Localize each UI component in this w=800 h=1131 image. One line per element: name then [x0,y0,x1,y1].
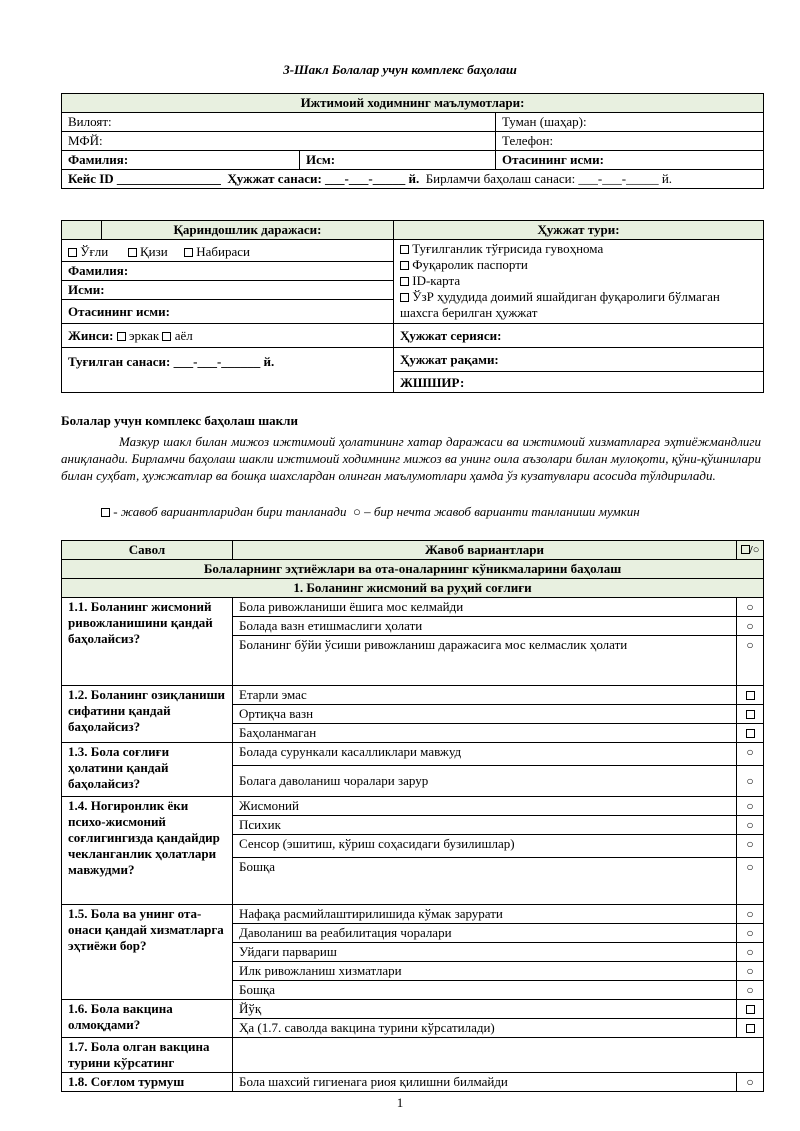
relative-table [61,220,764,393]
answer-option: Баҳоланмаган [233,724,737,743]
checkbox-icon[interactable] [737,686,764,705]
checkbox-icon[interactable] [737,1019,764,1038]
radio-circle-icon[interactable]: ○ [737,962,764,981]
checkbox-icon [101,508,110,517]
answer-option: Болада вазн етишмаслиги ҳолати [233,617,737,636]
radio-circle-icon[interactable]: ○ [737,797,764,816]
checkbox-icon[interactable] [737,724,764,743]
answer-option: Йўқ [233,1000,737,1019]
col-type-header: /○ [737,541,764,560]
radio-circle-icon[interactable]: ○ [737,617,764,636]
relation-grandchild-option[interactable] [184,244,250,259]
answer-option: Даволаниш ва реабилитация чоралари [233,924,737,943]
phone-field[interactable]: Телефон: [496,132,764,151]
question-1-8: 1.8. Соғлом турмуш [62,1073,233,1092]
relation-daughter-label: Қизи [139,244,168,259]
radio-circle-icon[interactable]: ○ [737,743,764,766]
question-1-1: 1.1. Боланинг жисмоний ривожланишини қандай баҳолайсиз? [62,598,233,686]
answer-option: Уйдаги парвариш [233,943,737,962]
social-worker-table [61,93,764,189]
doc-date-field[interactable]: Ҳужжат санаси: ___-___-_____ й. [227,171,420,186]
answer-option: Нафақа расмийлаштирилишида кўмак зарурати [233,905,737,924]
surname-field[interactable]: Фамилия: [62,151,300,170]
answer-option: Боланинг бўйи ўсиши ривожланиш даражасига мос келмаслик ҳолати [233,636,737,686]
region-field[interactable]: Вилоят: [62,113,496,132]
legend-single: - жавоб вариантларидан бири танланади [113,504,347,519]
answer-option: Ҳа (1.7. саволда вакцина турини кўрсатилади) [233,1019,737,1038]
first-assessment-date-field[interactable]: Бирламчи баҳолаш санаси: ___-___-_____ й. [425,171,673,186]
question-1-3: 1.3. Бола соғлиғи ҳолатини қандай баҳолайсиз? [62,743,233,797]
radio-circle-icon[interactable]: ○ [737,858,764,905]
col-answers-header: Жавоб вариантлари [233,541,737,560]
district-field[interactable]: Туман (шаҳар): [496,113,764,132]
answer-option: Етарли эмас [233,686,737,705]
question-1-4: 1.4. Ногиронлик ёки психо-жисмоний соғлигингизда қандайдир чекланганлик ҳолатлари мавжудми? [62,797,233,905]
checkbox-icon[interactable] [737,705,764,724]
answer-option: Бошқа [233,981,737,1000]
radio-circle-icon[interactable]: ○ [737,981,764,1000]
questionnaire-table [61,540,764,1092]
doc-type-options [394,240,764,324]
case-row [62,170,764,189]
checkbox-icon [400,293,409,302]
page-title: 3-Шакл Болалар учун комплекс баҳолаш [283,62,517,77]
gender-female-label: аёл [174,328,193,343]
section-header: Болаларнинг эҳтиёжлари ва ота-оналарнинг кўникмаларини баҳолаш [62,560,764,579]
question-1-5: 1.5. Бола ва унинг ота-онаси қандай хизматларга эҳтиёжи бор? [62,905,233,1000]
doc-type-option[interactable]: Туғилганлик тўғрисида гувоҳнома [400,241,757,257]
form-section-title: Болалар учун комплекс баҳолаш шакли [61,413,298,428]
name-field[interactable]: Исм: [300,151,496,170]
relative-name-field[interactable]: Исми: [62,281,394,300]
radio-circle-icon[interactable]: ○ [737,835,764,858]
answer-option: Ортиқча вазн [233,705,737,724]
pinfl-field[interactable]: ЖШШИР: [394,372,764,393]
doc-type-header: Ҳужжат тури: [394,221,764,240]
radio-circle-icon[interactable]: ○ [737,598,764,617]
checkbox-icon [184,248,193,257]
page-number: 1 [396,1095,404,1110]
social-worker-header: Ижтимоий ходимнинг маълумотлари: [62,94,764,113]
gender-label: Жинси: [68,328,114,343]
radio-circle-icon: ○ [352,504,361,519]
checkbox-icon[interactable] [162,332,171,341]
checkbox-icon[interactable] [737,1000,764,1019]
vaccine-type-field[interactable] [233,1038,764,1073]
question-1-6: 1.6. Бола вакцина олмоқдами? [62,1000,233,1038]
radio-circle-icon[interactable]: ○ [737,905,764,924]
radio-circle-icon[interactable]: ○ [737,816,764,835]
answer-option: Бошқа [233,858,737,905]
checkbox-icon[interactable] [117,332,126,341]
birth-date-field[interactable]: Туғилган санаси: ___-___-______ й. [62,348,394,393]
answer-option: Бола ривожланиши ёшига мос келмайди [233,598,737,617]
radio-circle-icon[interactable]: ○ [737,943,764,962]
question-1-2: 1.2. Боланинг озиқланиши сифатини қандай баҳолайсиз? [62,686,233,743]
doc-type-option[interactable]: Фуқаролик паспорти [400,257,757,273]
question-1-7: 1.7. Бола олган вакцина турини кўрсатинг [62,1038,233,1073]
gender-male-label: эркак [128,328,160,343]
answer-option: Бола шахсий гигиенага риоя қилишни билмайди [233,1073,737,1092]
doc-type-option[interactable]: ID-карта [400,273,757,289]
answer-option: Илк ривожланиш хизматлари [233,962,737,981]
case-id-field[interactable]: Кейс ID ________________ [68,171,221,186]
relative-surname-field[interactable]: Фамилия: [62,262,394,281]
answer-option: Болада сурункали касалликлари мавжуд [233,743,737,766]
relation-header-spacer [62,221,102,240]
col-question-header: Савол [62,541,233,560]
answer-option: Психик [233,816,737,835]
relation-son-label: Ўғли [80,244,109,259]
doc-series-field[interactable]: Ҳужжат серияси: [394,324,764,348]
checkbox-icon [400,277,409,286]
relation-header: Қариндошлик даражаси: [102,221,394,240]
checkbox-icon [400,261,409,270]
answer-option: Сенсор (эшитиш, кўриш соҳасидаги бузилишлар) [233,835,737,858]
subsection-header: 1. Боланинг жисмоний ва руҳий соғлиғи [62,579,764,598]
legend-multi: – бир нечта жавоб варианти танланиши мумкин [364,504,640,519]
mfy-field[interactable]: МФЙ: [62,132,496,151]
relation-daughter-option[interactable] [128,244,168,259]
answer-option: Жисмоний [233,797,737,816]
radio-circle-icon[interactable]: ○ [737,636,764,686]
checkbox-icon [741,545,750,554]
doc-number-field[interactable]: Ҳужжат рақами: [394,348,764,372]
doc-type-option[interactable]: ЎзР ҳудудида доимий яшайдиган фуқаролиги бўлмаган шахсга берилган ҳужжат [400,289,720,320]
relation-options [62,240,394,262]
checkbox-icon [128,248,137,257]
radio-circle-icon[interactable]: ○ [737,766,764,797]
form-intro: Мазкур шакл билан мижоз ижтимоий ҳолатининг хатар даражаси ва ижтимоий хизматларга эҳтиёжмандлиги аниқланади. Бирламчи баҳолаш шакли ижтимоий ходимнинг мижоз ва унинг оила аъзолари билан мулоқоти, қўни-қўшнилари билан суҳбат, ҳужжатлар ва бошқа шахслардан олинган маълумотлари ҳамда ўз кузатувлари асосида тўлдирилади. [61,434,761,483]
answer-option: Болага даволаниш чоралари зарур [233,766,737,797]
checkbox-icon [400,245,409,254]
radio-circle-icon[interactable]: ○ [737,924,764,943]
gender-row [62,324,394,348]
radio-circle-icon: ○ [752,544,760,556]
radio-circle-icon[interactable]: ○ [737,1073,764,1092]
relation-son-option[interactable] [68,244,108,259]
relative-patronymic-field[interactable]: Отасининг исми: [62,300,394,324]
patronymic-field[interactable]: Отасининг исми: [496,151,764,170]
form-legend [61,503,761,520]
checkbox-icon [68,248,77,257]
relation-grandchild-label: Набираси [196,244,250,259]
